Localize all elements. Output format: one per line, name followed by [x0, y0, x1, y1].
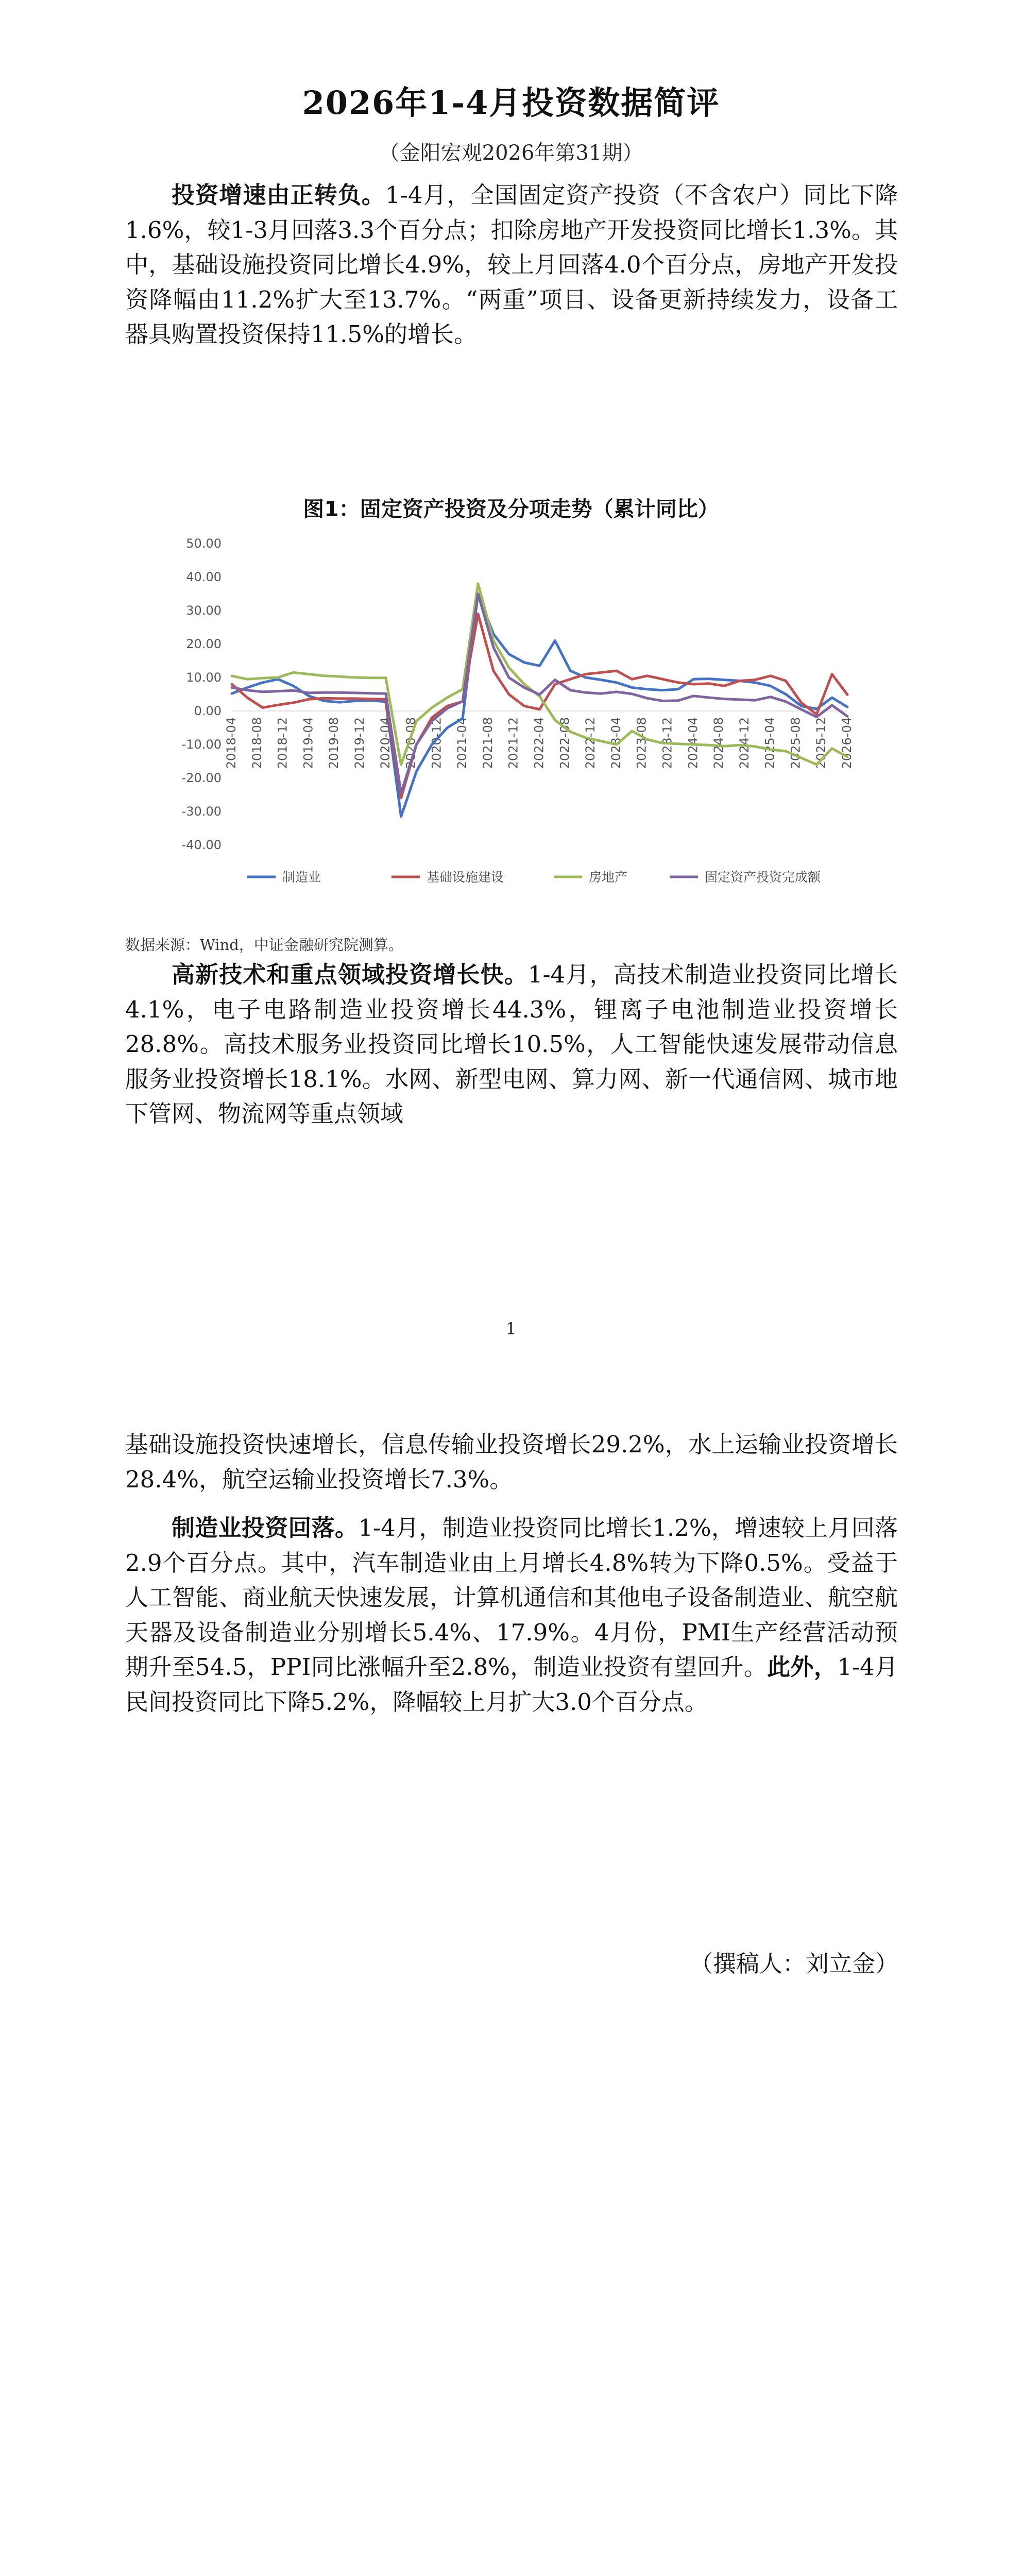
- paragraph-lead: 高新技术和重点领域投资增长快。: [172, 961, 528, 988]
- x-tick-label: 2025-04: [762, 717, 777, 769]
- y-tick-label: -20.00: [181, 771, 222, 785]
- y-tick-label: 50.00: [186, 536, 222, 551]
- x-tick-label: 2019-08: [327, 717, 342, 769]
- x-tick-label: 2023-08: [634, 717, 649, 769]
- x-tick-label: 2023-12: [660, 717, 675, 769]
- legend-label: 基础设施建设: [427, 870, 504, 885]
- line-chart: [155, 531, 876, 891]
- paragraph-lead: 制造业投资回落。: [172, 1514, 359, 1541]
- y-tick-label: 0.00: [194, 704, 222, 718]
- y-tick-label: -10.00: [181, 737, 222, 752]
- x-tick-label: 2025-12: [814, 717, 829, 769]
- x-tick-label: 2025-08: [788, 717, 803, 769]
- document-subtitle: （金阳宏观2026年第31期）: [379, 141, 643, 165]
- paragraph-lead: 投资增速由正转负。: [172, 181, 386, 209]
- y-tick-label: 10.00: [186, 670, 222, 685]
- x-tick-label: 2020-04: [378, 717, 393, 769]
- x-tick-label: 2024-04: [686, 717, 701, 769]
- legend-label: 制造业: [282, 870, 321, 885]
- x-tick-label: 2018-08: [249, 717, 264, 769]
- series-line: [232, 594, 847, 817]
- chart-svg: [155, 531, 876, 891]
- x-tick-label: 2024-08: [711, 717, 726, 769]
- x-tick-label: 2018-12: [275, 717, 290, 769]
- paragraph-manufacturing: [125, 1511, 898, 1719]
- x-tick-label: 2019-04: [301, 717, 316, 769]
- paragraph-body: 1-4月，制造业投资同比增长1.2%，增速较上月回落2.9个百分点。其中，汽车制造业由上月增长4.8%转为下降0.5%。受益于人工智能、商业航天快速发展，计算机通信和其他电子设备制造业、航空航天器及设备制造业分别增长5.4%、17.9%。4月份，PMI生产经营活动预期升至54.5，PPI同比涨幅升至2.8%，制造业投资有望回升。: [125, 1514, 898, 1681]
- x-tick-label: 2021-08: [480, 717, 495, 769]
- paragraph-hightech: [125, 957, 898, 1131]
- paragraph-body: 1-4月，全国固定资产投资（不含农户）同比下降1.6%，较1-3月回落3.3个百分点；扣除房地产开发投资同比增长1.3%。其中，基础设施投资同比增长4.9%，较上月回落4.0个百分点，房地产开发投资降幅由11.2%扩大至13.7%。“两重”项目、设备更新持续发力，设备工器具购置投资保持11.5%的增长。: [125, 181, 898, 348]
- paragraph-body-2: 1-4月民间投资同比下降5.2%，降幅较上月扩大3.0个百分点。: [125, 1653, 898, 1716]
- x-tick-label: 2023-04: [608, 717, 623, 769]
- x-tick-label: 2020-12: [429, 717, 444, 769]
- x-tick-label: 2021-12: [506, 717, 521, 769]
- legend-label: 固定资产投资完成额: [705, 870, 821, 885]
- paragraph-hightech-continued: 基础设施投资快速增长，信息传输业投资增长29.2%，水上运输业投资增长28.4%，航空运输业投资增长7.3%。: [125, 1431, 898, 1493]
- x-tick-label: 2024-12: [737, 717, 752, 769]
- paragraph-investment-growth: [125, 178, 898, 352]
- y-tick-label: -30.00: [181, 804, 222, 819]
- author-credit: （撰稿人：刘立金）: [689, 1950, 898, 1977]
- page-number: 1: [505, 1319, 517, 1338]
- figure-source: 数据来源：Wind，中证金融研究院测算。: [125, 936, 403, 954]
- series-line: [232, 614, 847, 799]
- document-title: 2026年1-4月投资数据简评: [302, 84, 720, 122]
- y-tick-label: 20.00: [186, 637, 222, 651]
- x-tick-label: 2026-04: [840, 717, 854, 769]
- x-tick-label: 2019-12: [352, 717, 367, 769]
- legend-label: 房地产: [589, 870, 628, 885]
- x-tick-label: 2022-08: [557, 717, 572, 769]
- x-tick-label: 2022-12: [583, 717, 598, 769]
- y-tick-label: 40.00: [186, 570, 222, 584]
- x-tick-label: 2021-04: [455, 717, 470, 769]
- paragraph-body: 1-4月，高技术制造业投资同比增长4.1%，电子电路制造业投资增长44.3%，锂离子电池制造业投资增长28.8%。高技术服务业投资同比增长10.5%，人工智能快速发展带动信息服务业投资增长18.1%。水网、新型电网、算力网、新一代通信网、城市地下管网、物流网等重点领域: [125, 961, 898, 1127]
- x-tick-label: 2020-08: [403, 717, 418, 769]
- x-tick-label: 2018-04: [224, 717, 239, 769]
- y-tick-label: 30.00: [186, 603, 222, 618]
- figure-title: 图1：固定资产投资及分项走势（累计同比）: [303, 497, 719, 521]
- x-tick-label: 2022-04: [532, 717, 547, 769]
- y-tick-label: -40.00: [181, 838, 222, 852]
- paragraph-lead-2: 此外，: [767, 1653, 838, 1681]
